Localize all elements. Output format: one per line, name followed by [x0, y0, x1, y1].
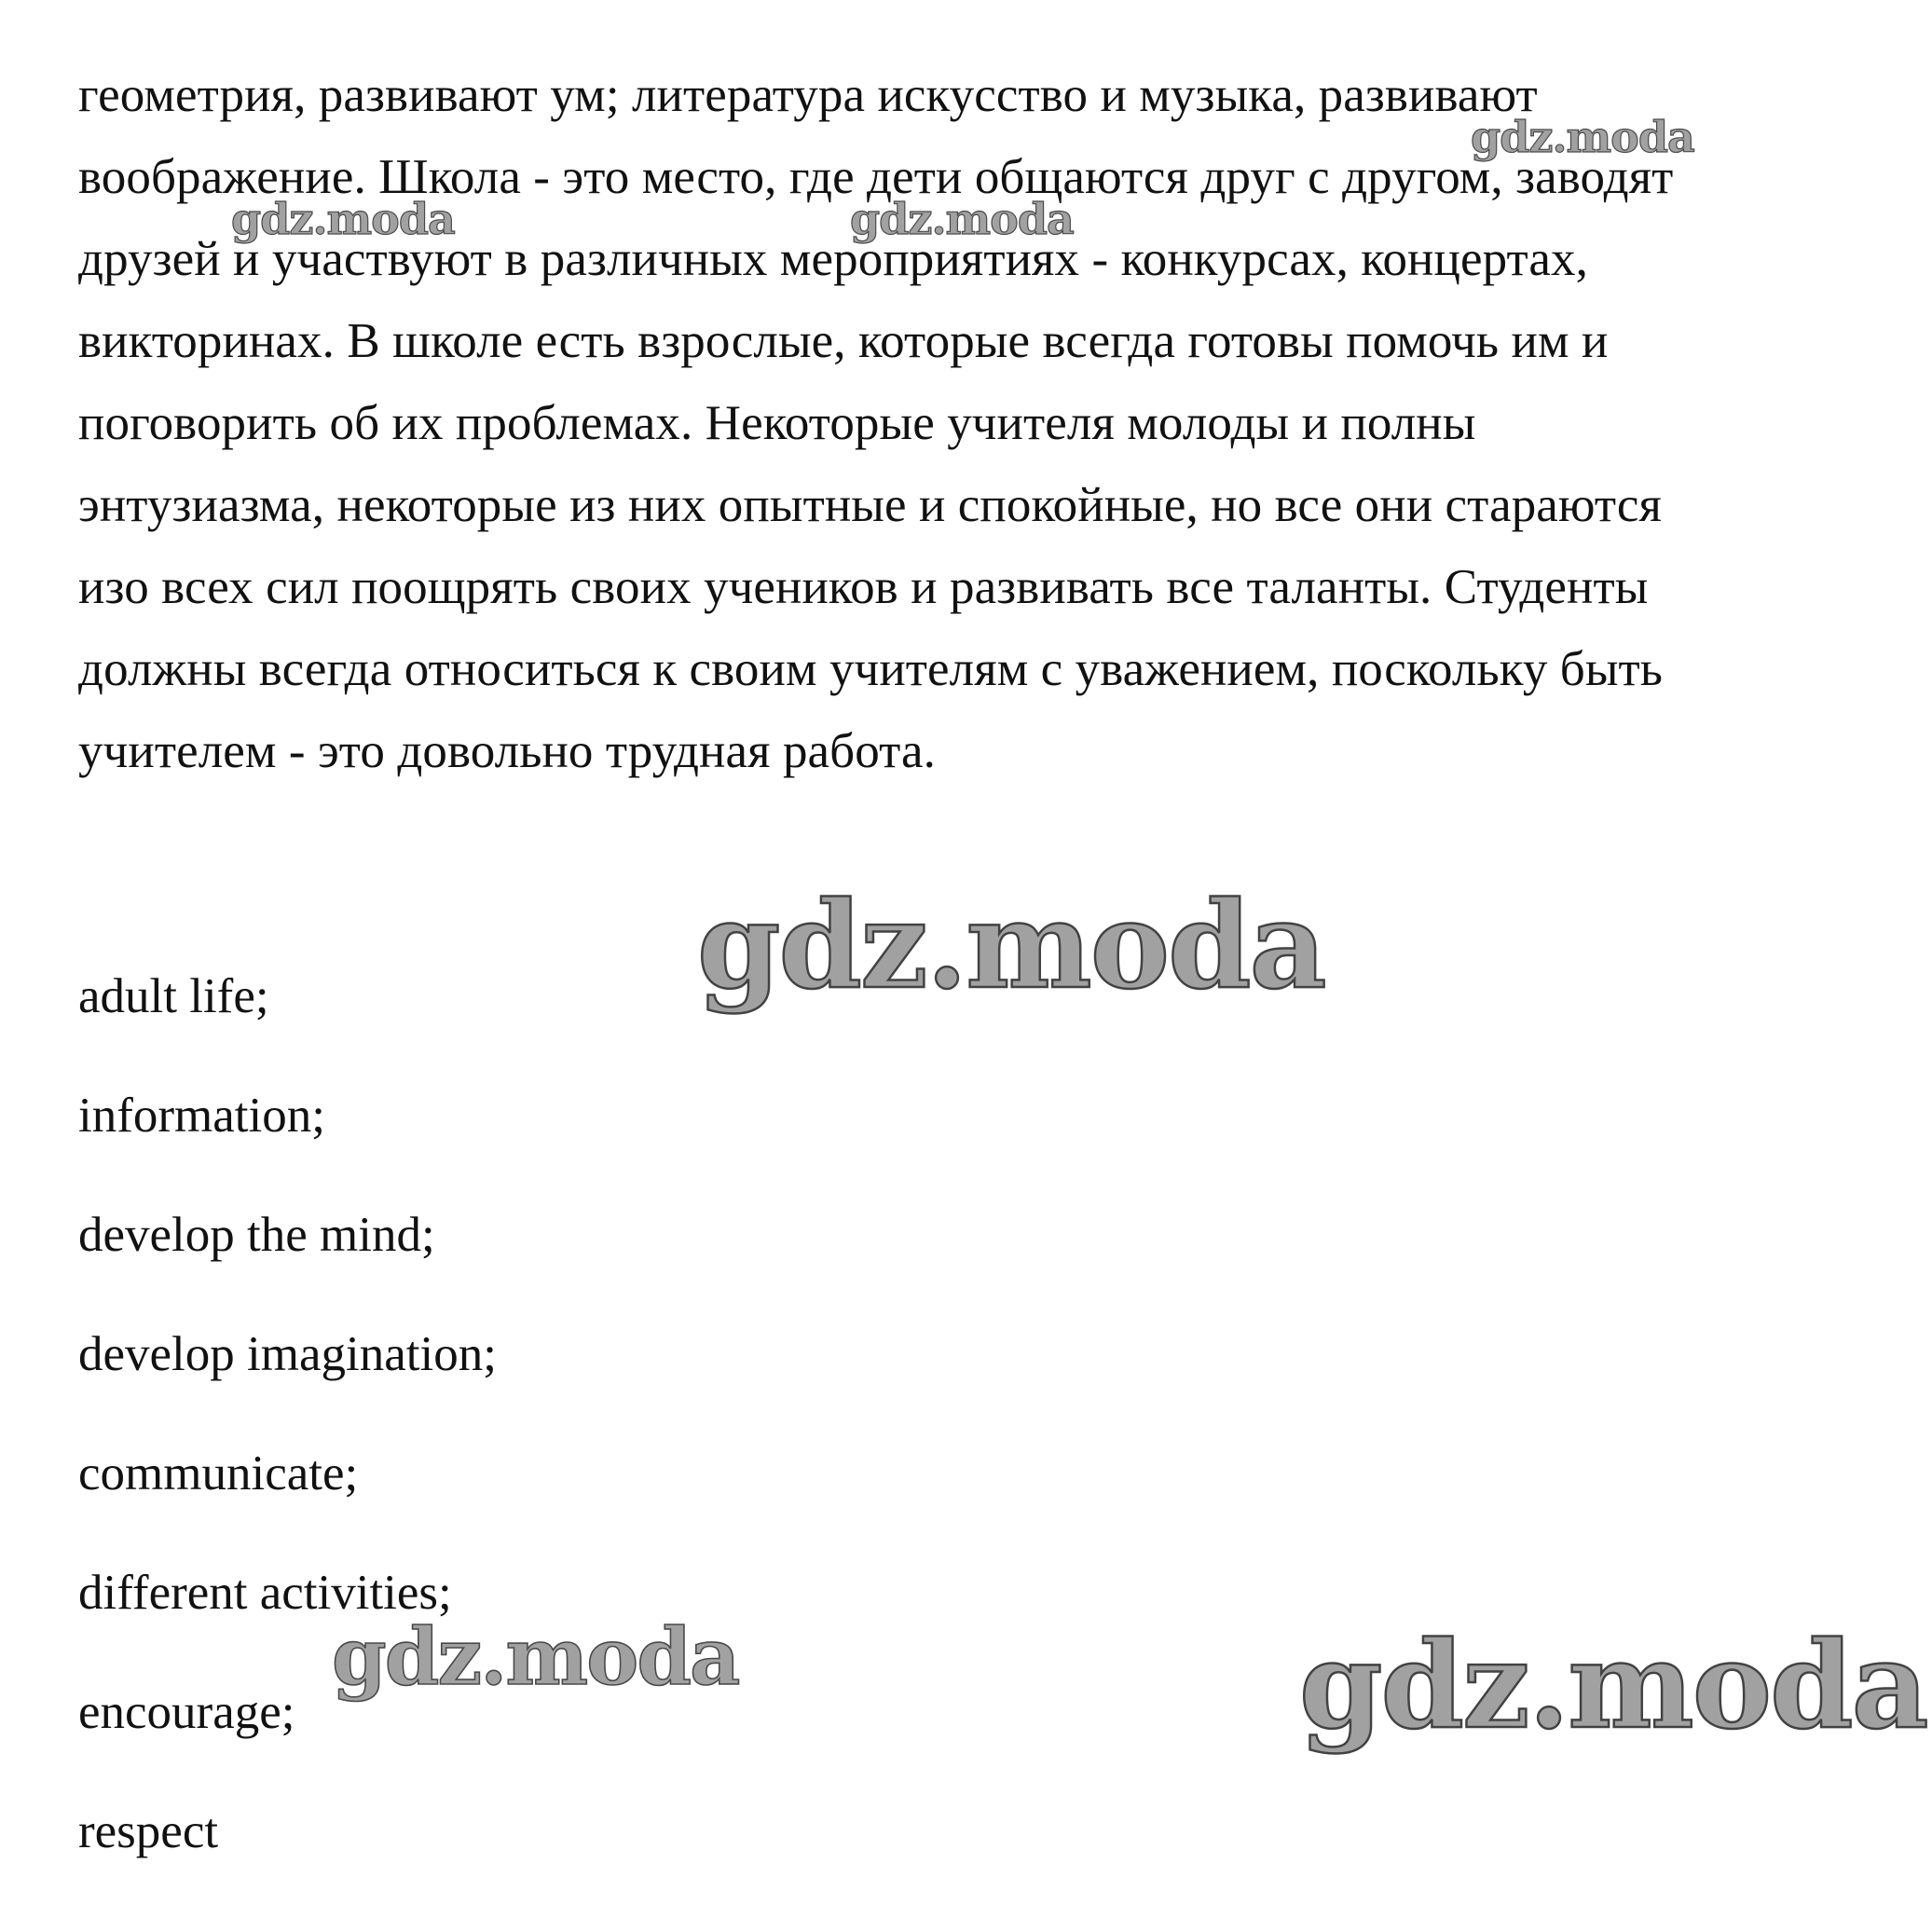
vocabulary-item: respect	[78, 1804, 219, 1858]
vocabulary-item: encourage;	[78, 1685, 295, 1739]
paragraph-line: викторинах. В школе есть взрослые, которые всегда готовы помочь им и	[78, 314, 1609, 368]
vocabulary-list	[78, 937, 497, 1891]
paragraph-line: друзей и участвуют в различных мероприятиях - конкурсах, концертах,	[78, 232, 1588, 286]
essay-paragraph	[78, 54, 1905, 792]
paragraph-line: поговорить об их проблемах. Некоторые учителя молоды и полны	[78, 396, 1476, 450]
watermark: gdz.moda	[1471, 112, 1694, 162]
vocabulary-item: develop imagination;	[78, 1327, 497, 1381]
vocabulary-item: communicate;	[78, 1446, 359, 1500]
paragraph-line: учителем - это довольно трудная работа.	[78, 724, 937, 778]
vocabulary-item: information;	[78, 1089, 325, 1143]
paragraph-line: энтузиазма, некоторые из них опытные и спокойные, но все они стараются	[78, 478, 1662, 532]
watermark: gdz.moda	[697, 876, 1325, 1016]
paragraph-line: изо всех сил поощрять своих учеников и развивать все таланты. Студенты	[78, 560, 1649, 614]
vocabulary-item: different activities;	[78, 1566, 452, 1620]
watermark: gdz.moda	[1299, 1616, 1927, 1756]
watermark: gdz.moda	[231, 194, 455, 244]
watermark: gdz.moda	[850, 194, 1074, 244]
watermark: gdz.moda	[332, 1610, 739, 1703]
vocabulary-item: develop the mind;	[78, 1208, 435, 1262]
vocabulary-item: adult life;	[78, 969, 269, 1023]
paragraph-line: должны всегда относиться к своим учителям с уважением, поскольку быть	[78, 642, 1664, 696]
paragraph-line: геометрия, развивают ум; литература искусство и музыка, развивают	[78, 68, 1538, 122]
paragraph-line: воображение. Школа - это место, где дети общаются друг с другом, заводят	[78, 150, 1674, 204]
